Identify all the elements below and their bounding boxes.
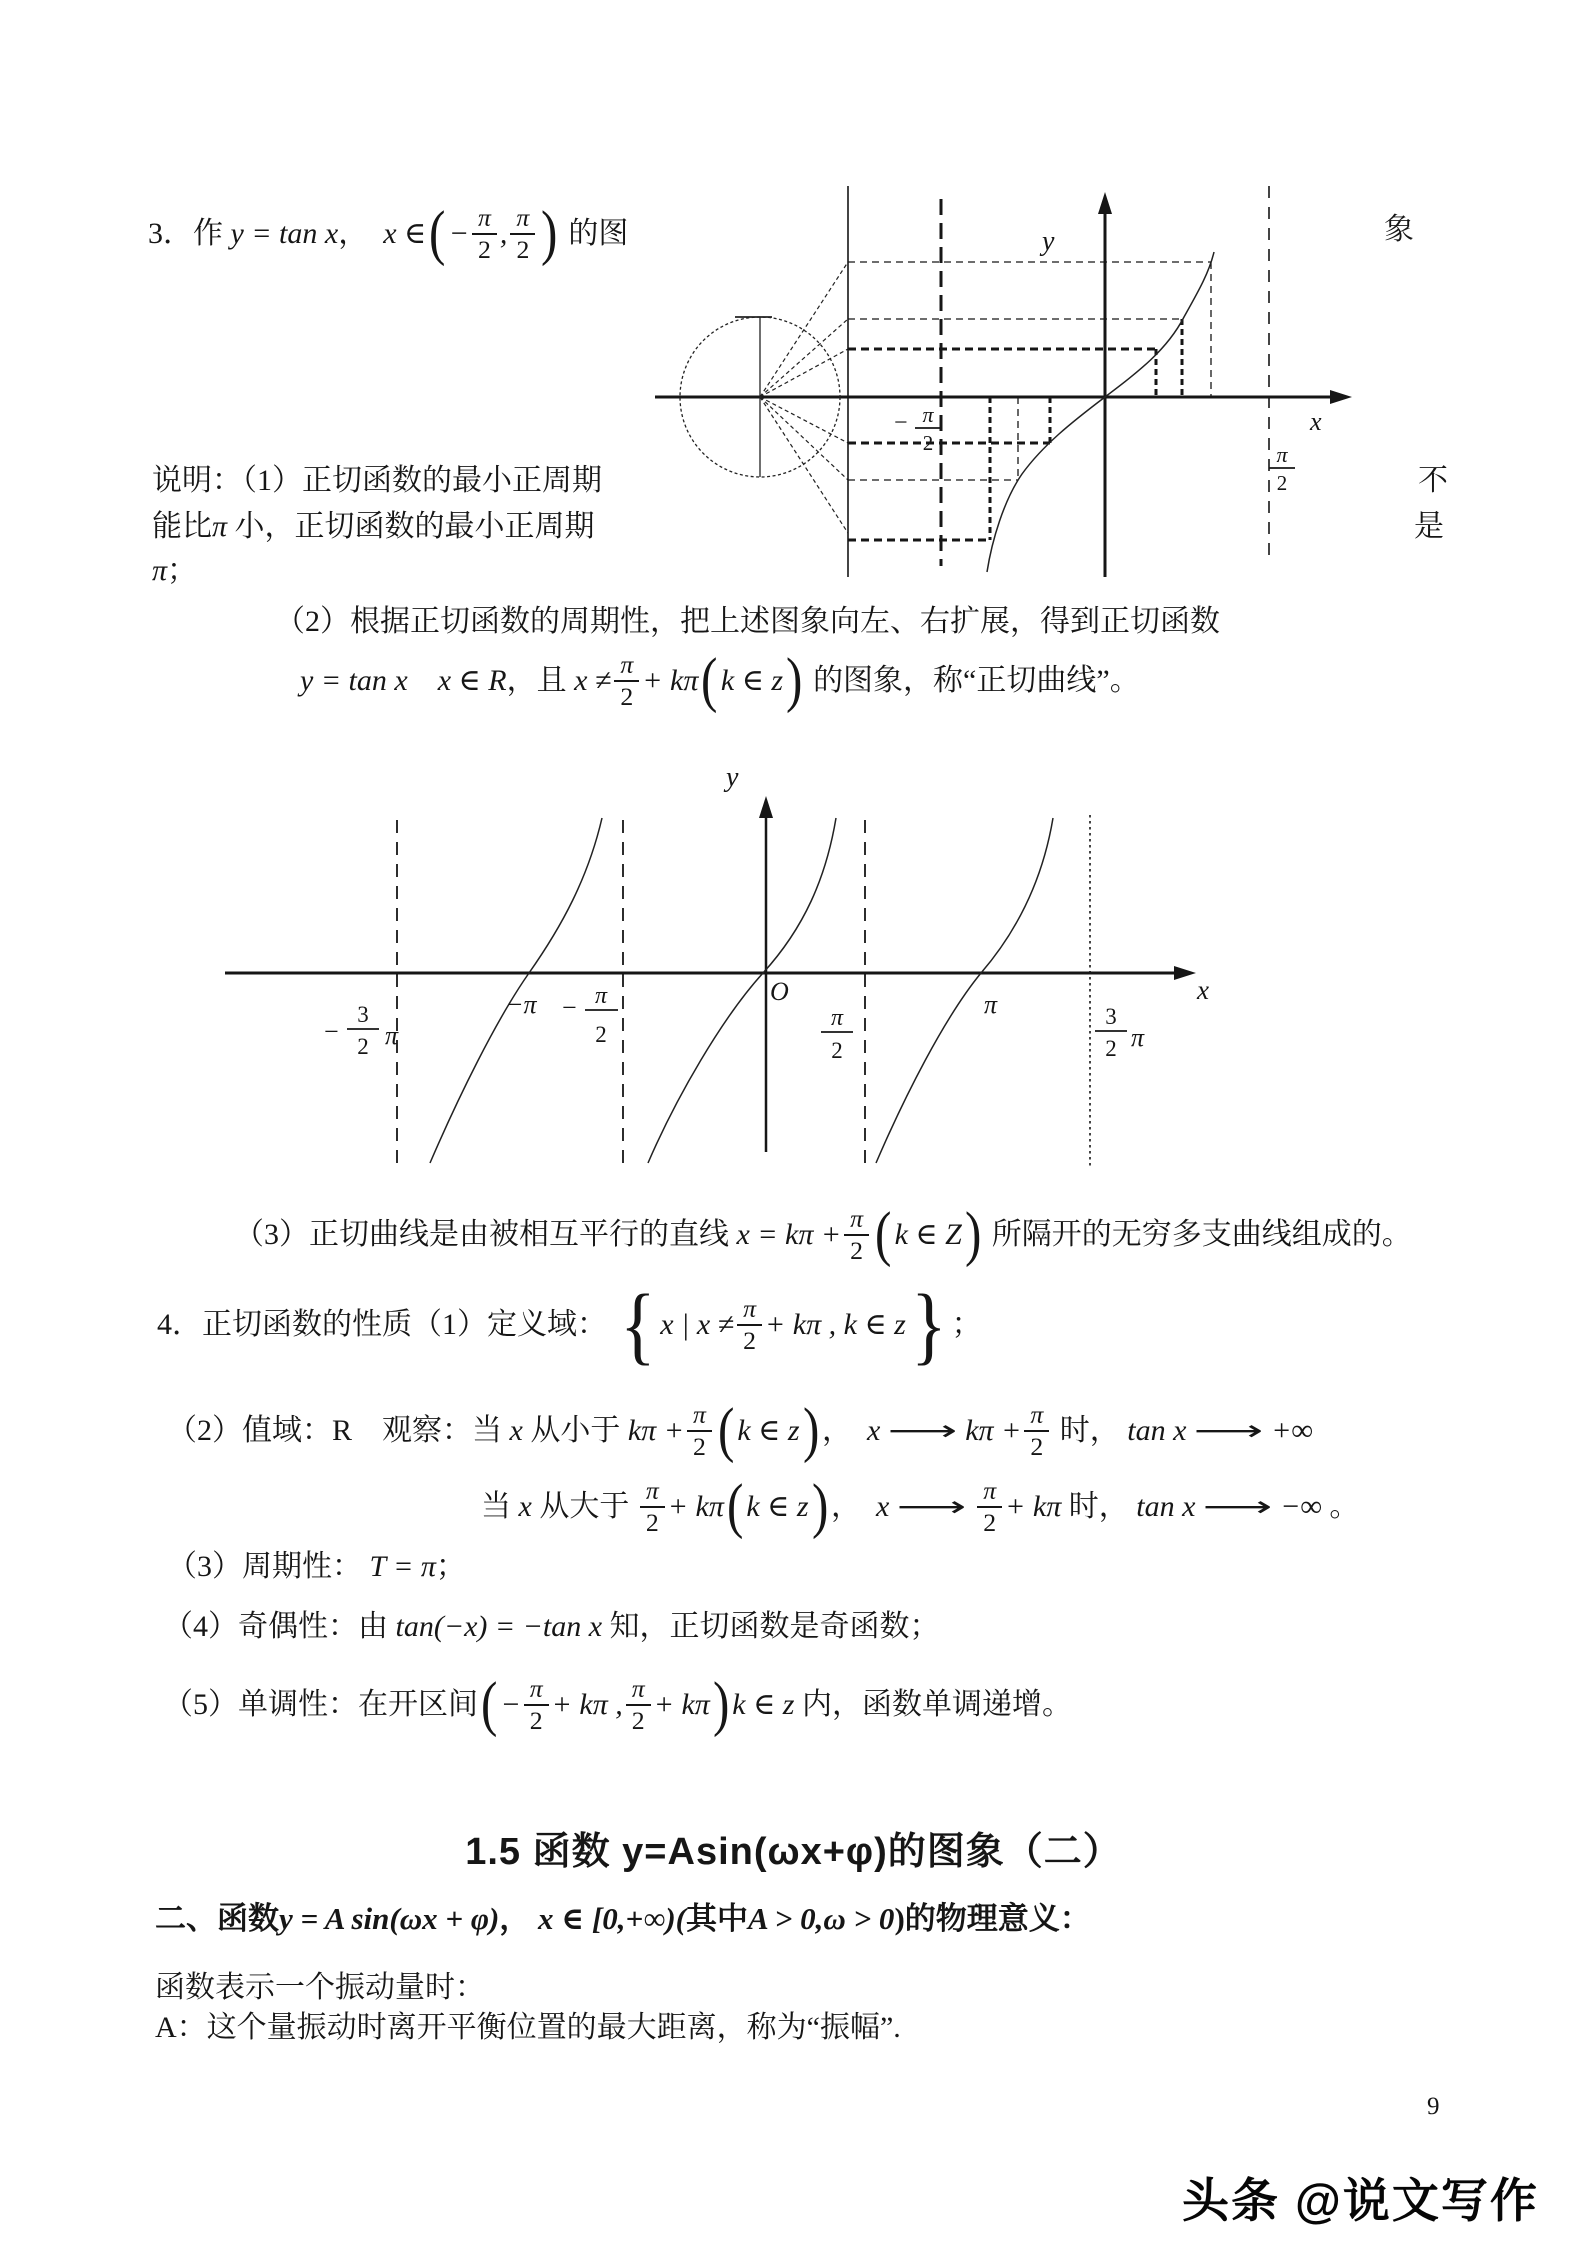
tangent-curve-branch [987, 252, 1214, 572]
svg-text:π: π [1276, 442, 1288, 467]
fig2-neg-3pi-2-label [324, 1002, 399, 1059]
asymptotes-dashed [397, 820, 865, 1167]
left-paren: ( [717, 1396, 735, 1465]
text: 的图 [560, 216, 629, 250]
fraction-pi-2: π 2 [977, 1478, 1002, 1536]
note-line-1-wrap: 不 [1418, 464, 1448, 497]
right-paren: ) [541, 199, 558, 268]
para-3: （3）正切曲线是由被相互平行的直线 x = kπ + $\frac{\pi}{2}$ ( k ∈ Z ) 所隔开的无穷多支曲线组成的。 [234, 1200, 1412, 1269]
fraction-pi-2: $\frac{\pi}{2}$ [687, 1402, 712, 1460]
svg-text:π: π [922, 402, 934, 427]
svg-text:−: − [562, 993, 577, 1022]
fig2-pi-label: π [984, 990, 998, 1019]
left-paren: ( [701, 646, 718, 715]
right-brace: } [910, 1276, 947, 1373]
long-arrow-icon: ⟶ [897, 1489, 967, 1523]
right-paren: ) [712, 1670, 730, 1739]
y-axis-arrow-icon [1098, 192, 1112, 214]
fraction-pi-2: π 2 [640, 1478, 665, 1536]
svg-text:2: 2 [922, 431, 934, 455]
fig2-neg-pi-2-label [562, 983, 618, 1047]
figure-tangent-curve [200, 750, 1240, 1180]
para-2-formula: y = tan x x ∈ R ，且 x ≠ π 2 + kπ ( k ∈ z ) 的图象，称“正切曲线”。 [300, 646, 1140, 715]
svg-text:2: 2 [595, 1022, 607, 1047]
para-monotonicity: （5）单调性：在开区间 ( − $\frac{\pi}{2}$ + kπ , π 2 + kπ ) k ∈ z 内，函数单调递增。 [163, 1670, 1072, 1739]
text: ， [338, 216, 384, 250]
svg-text:2: 2 [831, 1038, 843, 1063]
fig2-y-label: y [726, 762, 739, 793]
para-5-range-1: （2）值域：R 观察：当 x 从小于 kπ + $\frac{\pi}{2}$ ( k ∈ z ) ， x ⟶ kπ + $\frac{\pi}{2}$ 时， tan x ⟶ +∞ [167, 1396, 1313, 1465]
para-parity: （4）奇偶性：由 tan(−x) = −tan x 知，正切函数是奇函数； [163, 1610, 940, 1643]
right-paren: ) [802, 1396, 819, 1465]
fraction-pi-2: π 2 [626, 1676, 651, 1734]
right-paren: ) [811, 1472, 828, 1541]
fig2-x-label: x [1197, 975, 1209, 1005]
para-4-domain: 4．正切函数的性质（1）定义域： { x | x ≠ π 2 + kπ , k ∈ z } ； [157, 1276, 982, 1373]
fraction-pi-2: $\frac{\pi}{2}$ [524, 1676, 549, 1734]
fraction-pi-2: $\frac{\pi}{2}$ [844, 1206, 869, 1264]
watermark: 头条 @说文写作 [1182, 2174, 1539, 2227]
figure-tangent-construction [640, 180, 1400, 590]
left-paren: ( [481, 1670, 498, 1739]
fraction-pi-2: $\frac{\pi}{2}$ [1024, 1402, 1049, 1460]
section-heading-1-5: 1.5 函数 y=Asin(ωx+φ)的图象（二） [465, 1831, 1122, 1873]
pi-symbol: π [212, 510, 228, 543]
fig2-pos-3pi-2-label [1095, 1004, 1145, 1061]
right-paren: ) [964, 1200, 982, 1269]
svg-text:3: 3 [1105, 1004, 1117, 1029]
long-arrow-icon: ⟶ [888, 1413, 958, 1447]
para-5-range-2: 当 x 从大于 π 2 + kπ ( k ∈ z ) ， x ⟶ π 2 + kπ 时， tan x ⟶ −∞ 。 [481, 1472, 1360, 1541]
x-axis [225, 966, 1196, 980]
minus-sign: − [448, 216, 469, 250]
fraction-pi-2: π 2 [510, 205, 535, 263]
formula-x-in: x ∈ [383, 216, 427, 250]
svg-text:π: π [830, 1005, 844, 1031]
body-vibration-line: 函数表示一个振动量时： [155, 1971, 485, 2004]
x-axis-arrow-icon [1330, 390, 1352, 404]
note-line-2-wrap: 是 [1414, 510, 1444, 543]
left-paren: ( [875, 1200, 892, 1269]
pi-symbol: π [152, 554, 168, 587]
text: 3．作 [148, 216, 231, 250]
projection-dashes-upper [848, 262, 1211, 397]
fig2-neg-pi-label: −π [506, 990, 537, 1019]
line-3-intro [148, 199, 629, 268]
left-brace: { [619, 1276, 656, 1373]
fig2-pos-pi-2-label [821, 1005, 853, 1063]
fraction-pi-2: $\frac{\pi}{2}$ [472, 205, 497, 263]
wrapped-char-xiang: 象 [1384, 213, 1414, 246]
y-axis-arrow-icon [759, 796, 773, 818]
svg-text:2: 2 [357, 1034, 369, 1059]
page-number: 9 [1427, 2093, 1440, 2120]
x-axis-arrow-icon [1174, 966, 1196, 980]
fig1-pos-pi-2-label [1269, 442, 1295, 495]
section-2-physics: 二、函数 y = A sin(ωx + φ) ， x ∈ [0,+∞)( 其中 A > 0,ω > 0 )的物理意义： [155, 1901, 1091, 1936]
fig1-neg-pi-2-label [894, 402, 941, 455]
svg-text:3: 3 [357, 1002, 369, 1027]
long-arrow-icon: ⟶ [1203, 1489, 1273, 1523]
projection-dashes-lower [848, 397, 1050, 540]
para-period: （3）周期性： T = π ； [167, 1550, 466, 1583]
svg-text:π: π [1131, 1023, 1145, 1052]
left-paren: ( [726, 1472, 744, 1541]
left-paren: ( [429, 199, 446, 268]
note-line-3: π ； [152, 554, 198, 587]
body-amplitude-line: A：这个量振动时离开平衡位置的最大距离，称为“振幅”. [155, 2011, 901, 2044]
fig2-origin-label: O [770, 977, 789, 1006]
comma: , [499, 216, 508, 250]
svg-text:π: π [385, 1021, 399, 1050]
note-line-1: 说明：（1）正切函数的最小正周期 [152, 464, 602, 497]
note-line-2: 能比 π 小，正切函数的最小正周期 [152, 510, 595, 543]
fraction-pi-2: π 2 [614, 652, 639, 710]
fig1-x-label: x [1310, 407, 1322, 436]
formula-y-tanx: y = tan x [230, 216, 339, 250]
svg-text:−: − [324, 1017, 339, 1046]
svg-text:2: 2 [1105, 1036, 1117, 1061]
right-paren: ) [786, 646, 803, 715]
long-arrow-icon: ⟶ [1194, 1413, 1264, 1447]
svg-text:π: π [594, 983, 608, 1009]
svg-text:2: 2 [1276, 471, 1288, 495]
para-2-text: （2）根据正切函数的周期性，把上述图象向左、右扩展，得到正切函数 [275, 605, 1220, 638]
fig1-y-label: y [1042, 226, 1055, 257]
svg-text:−: − [894, 410, 908, 436]
fraction-pi-2: π 2 [737, 1296, 762, 1354]
y-axis [1098, 192, 1112, 577]
